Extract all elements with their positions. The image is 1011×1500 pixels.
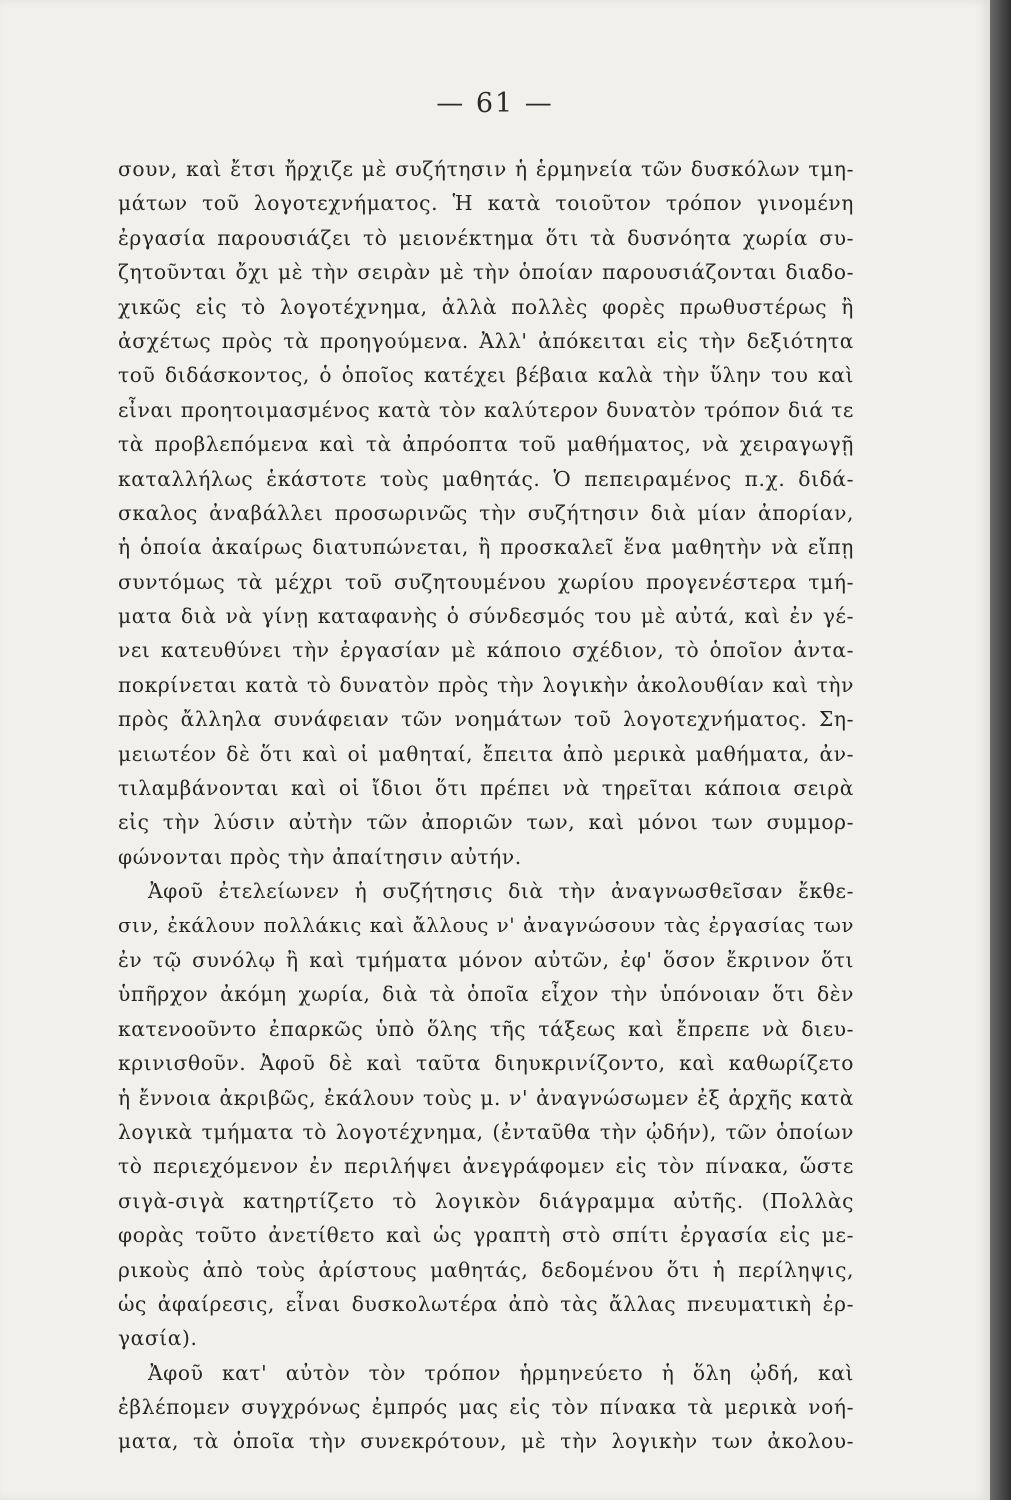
text-line: γασία). (118, 1326, 198, 1351)
text-line: ἡ ὁποία ἀκαίρως διατυπώνεται, ἢ προσκαλεῖ ἕνα μαθητὴν νὰ εἴπῃ (118, 535, 854, 560)
text-line: συντόμως τὰ μέχρι τοῦ συζητουμένου χωρίου προγενέστερα τμή- (118, 569, 854, 594)
page-number: — 61 — (436, 88, 554, 119)
text-line: μειωτέον δὲ ὅτι καὶ οἱ μαθηταί, ἔπειτα ἀπὸ μερικὰ μαθήματα, ἀν- (118, 741, 854, 766)
text-line: ματα διὰ νὰ γίνῃ καταφανὴς ὁ σύνδεσμός του μὲ αὐτά, καὶ ἐν γέ- (118, 604, 854, 629)
body-text (118, 152, 854, 1459)
text-line: μάτων τοῦ λογοτεχνήματος. Ἡ κατὰ τοιοῦτον τρόπον γινομένη (118, 191, 854, 216)
text-line: λογικὰ τμήματα τὸ λογοτέχνημα, (ἐνταῦθα τὴν ᾠδήν), τῶν ὁποίων (118, 1119, 854, 1144)
text-line: εἶναι προητοιμασμένος κατὰ τὸν καλύτερον δυνατὸν τρόπον διά τε (118, 397, 854, 422)
text-line: πρὸς ἄλληλα συνάφειαν τῶν νοημάτων τοῦ λογοτεχνήματος. Ση- (118, 707, 854, 732)
text-line: τιλαμβάνονται καὶ οἱ ἴδιοι ὅτι πρέπει νὰ τηρεῖται κάποια σειρὰ (118, 776, 854, 801)
text-line: σιν, ἐκάλουν πολλάκις καὶ ἄλλους ν' ἀναγνώσουν τὰς ἐργασίας των (118, 913, 854, 937)
text-line: σιγὰ-σιγὰ κατηρτίζετο τὸ λογικὸν διάγραμμα αὐτῆς. (Πολλὰς (118, 1188, 854, 1213)
text-line: ματα, τὰ ὁποῖα τὴν συνεκρότουν, μὲ τὴν λογικὴν των ἀκολου- (118, 1429, 854, 1454)
text-line: τὸ περιεχόμενον ἐν περιλήψει ἀνεγράφομεν εἰς τὸν πίνακα, ὥστε (118, 1154, 854, 1179)
text-line: ἐργασία παρουσιάζει τὸ μειονέκτημα ὅτι τὰ δυσνόητα χωρία συ- (118, 225, 854, 250)
text-line: φορὰς τοῦτο ἀνετίθετο καὶ ὡς γραπτὴ στὸ σπίτι ἐργασία εἰς με- (118, 1223, 854, 1248)
text-line: ρικοὺς ἀπὸ τοὺς ἀρίστους μαθητάς, δεδομένου ὅτι ἡ περίληψις, (118, 1257, 854, 1282)
text-line: ὑπῆρχον ἀκόμη χωρία, διὰ τὰ ὁποῖα εἶχον τὴν ὑπόνοιαν ὅτι δὲν (118, 982, 854, 1007)
text-line: κρινισθοῦν. Ἀφοῦ δὲ καὶ ταῦτα διηυκρινίζοντο, καὶ καθωρίζετο (118, 1051, 854, 1076)
text-line: τοῦ διδάσκοντος, ὁ ὁποῖος κατέχει βέβαια καλὰ τὴν ὕλην του καὶ (118, 363, 854, 388)
text-line: νει κατευθύνει τὴν ἐργασίαν μὲ κάποιο σχέδιον, τὸ ὁποῖον ἀντα- (118, 638, 854, 663)
text-line: ἀσχέτως πρὸς τὰ προηγούμενα. Ἀλλ' ἀπόκειται εἰς τὴν δεξιότητα (118, 328, 854, 353)
text-line: Ἀφοῦ κατ' αὐτὸν τὸν τρόπον ἡρμηνεύετο ἡ ὅλη ᾠδή, καὶ (148, 1360, 854, 1385)
text-line: ἐβλέπομεν συγχρόνως ἐμπρός μας εἰς τὸν πίνακα τὰ μερικὰ νοή- (118, 1395, 854, 1420)
text-line: εἰς τὴν λύσιν αὐτὴν τῶν ἀποριῶν των, καὶ μόνοι των συμμορ- (118, 810, 854, 835)
text-line: σκαλος ἀναβάλλει προσωρινῶς τὴν συζήτησιν διὰ μίαν ἀπορίαν, (118, 500, 854, 525)
scan-edge (990, 0, 1011, 1500)
text-line: ζητοῦνται ὄχι μὲ τὴν σειρὰν μὲ τὴν ὁποίαν παρουσιάζονται διαδο- (118, 260, 854, 285)
text-line: τὰ προβλεπόμενα καὶ τὰ ἀπρόοπτα τοῦ μαθήματος, νὰ χειραγωγῇ (118, 432, 854, 457)
text-line: χικῶς εἰς τὸ λογοτέχνημα, ἀλλὰ πολλὲς φορὲς πρωθυστέρως ἢ (118, 294, 854, 319)
text-line: φώνονται πρὸς τὴν ἀπαίτησιν αὐτήν. (118, 844, 522, 869)
text-line: ἡ ἔννοια ἀκριβῶς, ἐκάλουν τοὺς μ. ν' ἀναγνώσωμεν ἐξ ἀρχῆς κατὰ (118, 1085, 854, 1110)
text-line: ὡς ἀφαίρεσις, εἶναι δυσκολωτέρα ἀπὸ τὰς ἄλλας πνευματικὴ ἐρ- (118, 1291, 854, 1316)
text-line: καταλλήλως ἑκάστοτε τοὺς μαθητάς. Ὁ πεπειραμένος π.χ. διδά- (118, 466, 854, 491)
text-line: κατενοοῦντο ἐπαρκῶς ὑπὸ ὅλης τῆς τάξεως καὶ ἔπρεπε νὰ διευ- (118, 1016, 854, 1041)
text-line: ποκρίνεται κατὰ τὸ δυνατὸν πρὸς τὴν λογικὴν ἀκολουθίαν καὶ τὴν (118, 672, 854, 697)
text-line: ἐν τῷ συνόλῳ ἢ καὶ τμήματα μόνον αὐτῶν, ἐφ' ὅσον ἔκρινον ὅτι (118, 947, 854, 972)
text-line: Ἀφοῦ ἐτελείωνεν ἡ συζήτησις διὰ τὴν ἀναγνωσθεῖσαν ἔκθε- (148, 879, 854, 904)
text-line: σουν, καὶ ἔτσι ἤρχιζε μὲ συζήτησιν ἡ ἑρμηνεία τῶν δυσκόλων τμη- (118, 157, 854, 181)
